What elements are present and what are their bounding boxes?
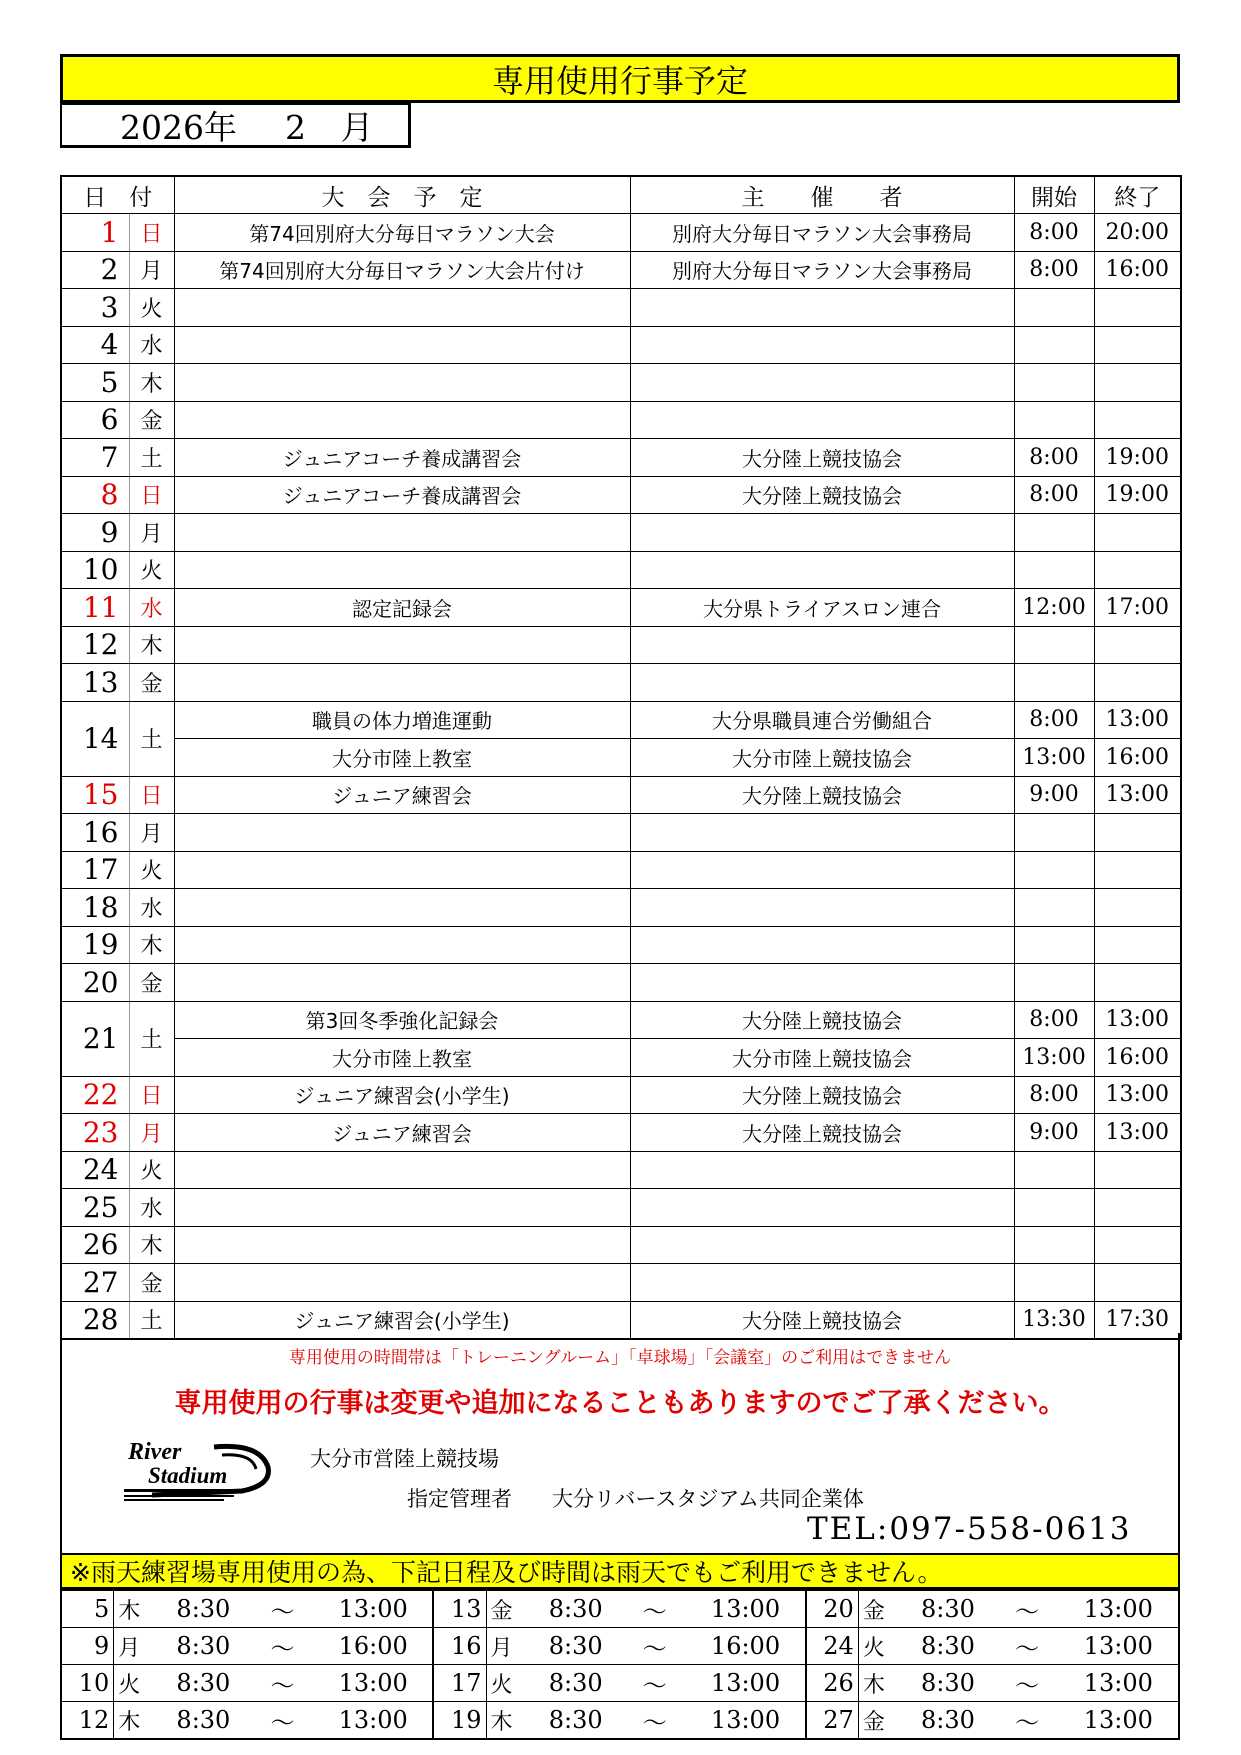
weekday: 日 (129, 776, 174, 814)
rain-schedule-body (61, 1590, 1179, 1739)
weekday: 火 (129, 1151, 174, 1189)
rain-row (61, 1590, 1179, 1628)
organizer-name: 大分陸上競技協会 (630, 1114, 1014, 1152)
usage-note: 専用使用の時間帯は「トレーニングルーム」「卓球場」「会議室」のご利用はできません (288, 1348, 952, 1368)
rain-tilde: ～ (623, 1665, 686, 1702)
start-time: 12:00 (1014, 589, 1094, 627)
end-time: 13:00 (1094, 1001, 1181, 1039)
start-time: 8:00 (1014, 1001, 1094, 1039)
day-number: 18 (61, 889, 129, 927)
end-time (1094, 664, 1181, 702)
day-number: 27 (61, 1264, 129, 1302)
end-time: 19:00 (1094, 439, 1181, 477)
organizer-name (630, 889, 1014, 927)
start-time (1014, 851, 1094, 889)
schedule-row (61, 1189, 1181, 1227)
schedule-row (61, 1226, 1181, 1264)
organizer-name (630, 289, 1014, 327)
day-number: 9 (61, 514, 129, 552)
end-time (1094, 289, 1181, 327)
rain-start: 8:30 (156, 1665, 251, 1702)
day-number: 10 (61, 551, 129, 589)
start-time (1014, 326, 1094, 364)
schedule-row (61, 589, 1181, 627)
logo-word-river: River (128, 1439, 182, 1465)
event-name: 大分市陸上教室 (174, 739, 630, 777)
start-time: 13:00 (1014, 739, 1094, 777)
weekday: 金 (129, 401, 174, 439)
end-time: 17:30 (1094, 1301, 1181, 1339)
rain-end: 13:00 (1059, 1590, 1179, 1628)
event-name (174, 1264, 630, 1302)
day-number: 3 (61, 289, 129, 327)
event-name: 職員の体力増進運動 (174, 701, 630, 739)
schedule-body (61, 214, 1181, 1340)
rain-tilde: ～ (995, 1702, 1058, 1740)
day-number: 4 (61, 326, 129, 364)
header-date: 日 付 (61, 176, 174, 214)
organizer-name (630, 326, 1014, 364)
end-time: 17:00 (1094, 589, 1181, 627)
rain-start: 8:30 (156, 1702, 251, 1740)
end-time (1094, 551, 1181, 589)
day-number: 26 (61, 1226, 129, 1264)
weekday: 土 (129, 701, 174, 776)
weekday: 土 (129, 1001, 174, 1076)
year-text: 2026年 (120, 107, 237, 147)
schedule-row (61, 289, 1181, 327)
event-name: ジュニア練習会 (174, 776, 630, 814)
organizer-name (630, 401, 1014, 439)
day-number: 25 (61, 1189, 129, 1227)
event-name (174, 851, 630, 889)
header-start: 開始 (1014, 176, 1094, 214)
organizer-name: 大分陸上競技協会 (630, 1301, 1014, 1339)
rain-end: 13:00 (314, 1590, 433, 1628)
organizer-name (630, 1189, 1014, 1227)
start-time: 8:00 (1014, 476, 1094, 514)
rain-end: 13:00 (314, 1665, 433, 1702)
schedule-row (61, 814, 1181, 852)
event-name (174, 626, 630, 664)
weekday: 木 (129, 1226, 174, 1264)
event-name: ジュニアコーチ養成講習会 (174, 476, 630, 514)
event-name (174, 664, 630, 702)
event-name (174, 926, 630, 964)
schedule-row (61, 1114, 1181, 1152)
end-time: 19:00 (1094, 476, 1181, 514)
weekday: 木 (129, 626, 174, 664)
rain-day: 13 (433, 1590, 486, 1628)
start-time (1014, 1264, 1094, 1302)
start-time: 13:30 (1014, 1301, 1094, 1339)
event-name: ジュニア練習会(小学生) (174, 1301, 630, 1339)
end-time (1094, 851, 1181, 889)
rain-row (61, 1665, 1179, 1702)
weekday: 金 (129, 664, 174, 702)
organizer-name (630, 1264, 1014, 1302)
start-time (1014, 551, 1094, 589)
end-time (1094, 926, 1181, 964)
start-time: 9:00 (1014, 776, 1094, 814)
rain-tilde: ～ (251, 1665, 314, 1702)
event-name (174, 364, 630, 402)
organizer-name: 大分市陸上競技協会 (630, 1039, 1014, 1077)
schedule-row (61, 701, 1181, 739)
day-number: 20 (61, 964, 129, 1002)
start-time: 8:00 (1014, 701, 1094, 739)
rain-day: 5 (61, 1590, 114, 1628)
end-time: 16:00 (1094, 1039, 1181, 1077)
organizer-name: 大分陸上競技協会 (630, 476, 1014, 514)
weekday: 土 (129, 1301, 174, 1339)
weekday: 日 (129, 476, 174, 514)
rain-tilde: ～ (995, 1590, 1058, 1628)
rain-day: 27 (806, 1702, 859, 1740)
organizer-name: 大分市陸上競技協会 (630, 739, 1014, 777)
end-time (1094, 889, 1181, 927)
start-time (1014, 626, 1094, 664)
weekday: 水 (129, 889, 174, 927)
organizer-name: 大分陸上競技協会 (630, 776, 1014, 814)
event-name (174, 814, 630, 852)
day-number: 11 (61, 589, 129, 627)
rain-row (61, 1702, 1179, 1740)
rain-weekday: 月 (114, 1628, 156, 1665)
start-time: 8:00 (1014, 1076, 1094, 1114)
rain-weekday: 木 (486, 1702, 528, 1740)
logo-word-stadium: Stadium (148, 1463, 228, 1488)
schedule-row (61, 889, 1181, 927)
end-time (1094, 1264, 1181, 1302)
schedule-row (61, 364, 1181, 402)
rain-day: 19 (433, 1702, 486, 1740)
schedule-row (61, 1151, 1181, 1189)
rain-tilde: ～ (995, 1628, 1058, 1665)
footer-notes (60, 1333, 1180, 1553)
start-time (1014, 814, 1094, 852)
event-name: ジュニア練習会(小学生) (174, 1076, 630, 1114)
schedule-row (61, 1001, 1181, 1039)
end-time (1094, 326, 1181, 364)
rain-end: 13:00 (1059, 1628, 1179, 1665)
day-number: 5 (61, 364, 129, 402)
rain-end: 13:00 (1059, 1702, 1179, 1740)
day-number: 13 (61, 664, 129, 702)
rain-start: 8:30 (528, 1628, 623, 1665)
river-stadium-logo (122, 1433, 272, 1503)
rain-tilde: ～ (251, 1590, 314, 1628)
event-name (174, 401, 630, 439)
rain-weekday: 火 (858, 1628, 900, 1665)
start-time (1014, 514, 1094, 552)
event-name: 第74回別府大分毎日マラソン大会片付け (174, 251, 630, 289)
rain-tilde: ～ (623, 1590, 686, 1628)
day-number: 12 (61, 626, 129, 664)
start-time (1014, 1189, 1094, 1227)
day-number: 7 (61, 439, 129, 477)
rain-start: 8:30 (528, 1665, 623, 1702)
day-number: 23 (61, 1114, 129, 1152)
start-time (1014, 889, 1094, 927)
start-time (1014, 364, 1094, 402)
end-time (1094, 364, 1181, 402)
weekday: 月 (129, 251, 174, 289)
schedule-row (61, 851, 1181, 889)
rain-start: 8:30 (901, 1628, 996, 1665)
event-name (174, 514, 630, 552)
stadium-name: 大分市営陸上競技場 (310, 1447, 499, 1471)
rain-day: 10 (61, 1665, 114, 1702)
rain-row (61, 1628, 1179, 1665)
end-time (1094, 814, 1181, 852)
header-end: 終了 (1094, 176, 1181, 214)
organizer-name: 大分県トライアスロン連合 (630, 589, 1014, 627)
end-time: 16:00 (1094, 739, 1181, 777)
end-time: 16:00 (1094, 251, 1181, 289)
start-time (1014, 1151, 1094, 1189)
end-time (1094, 964, 1181, 1002)
rain-notice-header: ※雨天練習場専用使用の為、下記日程及び時間は雨天でもご利用できません。 (60, 1553, 1180, 1589)
rain-day: 17 (433, 1665, 486, 1702)
rain-weekday: 金 (858, 1590, 900, 1628)
rain-day: 12 (61, 1702, 114, 1740)
organizer-name (630, 964, 1014, 1002)
rain-weekday: 月 (486, 1628, 528, 1665)
organizer-name (630, 364, 1014, 402)
day-number: 19 (61, 926, 129, 964)
start-time: 13:00 (1014, 1039, 1094, 1077)
weekday: 水 (129, 589, 174, 627)
event-name: ジュニア練習会 (174, 1114, 630, 1152)
schedule-header-row (61, 176, 1181, 214)
day-number: 17 (61, 851, 129, 889)
organizer-name: 大分県職員連合労働組合 (630, 701, 1014, 739)
event-name: 大分市陸上教室 (174, 1039, 630, 1077)
schedule-row (61, 926, 1181, 964)
end-time: 13:00 (1094, 1076, 1181, 1114)
start-time (1014, 1226, 1094, 1264)
weekday: 日 (129, 1076, 174, 1114)
event-name: ジュニアコーチ養成講習会 (174, 439, 630, 477)
rain-weekday: 火 (486, 1665, 528, 1702)
change-notice: 専用使用の行事は変更や追加になることもありますのでご了承ください。 (174, 1388, 1066, 1419)
weekday: 水 (129, 326, 174, 364)
day-number: 14 (61, 701, 129, 776)
rain-day: 16 (433, 1628, 486, 1665)
weekday: 火 (129, 289, 174, 327)
end-time: 20:00 (1094, 214, 1181, 252)
schedule-row (61, 514, 1181, 552)
weekday: 土 (129, 439, 174, 477)
weekday: 日 (129, 214, 174, 252)
rain-weekday: 木 (114, 1590, 156, 1628)
company-name: 大分リバースタジアム共同企業体 (552, 1487, 864, 1511)
schedule-row (61, 1264, 1181, 1302)
rain-start: 8:30 (156, 1628, 251, 1665)
weekday: 火 (129, 551, 174, 589)
event-name (174, 964, 630, 1002)
rain-schedule-table (60, 1589, 1180, 1740)
organizer-name: 大分陸上競技協会 (630, 1001, 1014, 1039)
start-time (1014, 664, 1094, 702)
event-name (174, 326, 630, 364)
day-number: 6 (61, 401, 129, 439)
rain-tilde: ～ (251, 1628, 314, 1665)
event-name: 第3回冬季強化記録会 (174, 1001, 630, 1039)
day-number: 1 (61, 214, 129, 252)
rain-tilde: ～ (251, 1702, 314, 1740)
start-time (1014, 964, 1094, 1002)
rain-end: 16:00 (314, 1628, 433, 1665)
organizer-name (630, 551, 1014, 589)
manager-label: 指定管理者 (407, 1487, 512, 1511)
day-number: 22 (61, 1076, 129, 1114)
rain-start: 8:30 (528, 1590, 623, 1628)
day-number: 8 (61, 476, 129, 514)
event-name (174, 1151, 630, 1189)
event-name (174, 889, 630, 927)
day-number: 28 (61, 1301, 129, 1339)
rain-end: 13:00 (686, 1702, 805, 1740)
schedule-row (61, 1076, 1181, 1114)
rain-start: 8:30 (901, 1590, 996, 1628)
event-name: 認定記録会 (174, 589, 630, 627)
page-title: 専用使用行事予定 (60, 54, 1180, 103)
organizer-name (630, 664, 1014, 702)
rain-end: 13:00 (686, 1665, 805, 1702)
rain-start: 8:30 (901, 1702, 996, 1740)
day-number: 21 (61, 1001, 129, 1076)
rain-tilde: ～ (623, 1628, 686, 1665)
weekday: 金 (129, 1264, 174, 1302)
month-label (60, 103, 411, 148)
organizer-name (630, 926, 1014, 964)
weekday: 木 (129, 926, 174, 964)
phone-number: TEL:097-558-0613 (807, 1511, 1132, 1547)
organizer-name (630, 1151, 1014, 1189)
rain-tilde: ～ (995, 1665, 1058, 1702)
organizer-name (630, 851, 1014, 889)
schedule-row (61, 401, 1181, 439)
organizer-name: 別府大分毎日マラソン大会事務局 (630, 214, 1014, 252)
rain-day: 24 (806, 1628, 859, 1665)
rain-weekday: 木 (858, 1665, 900, 1702)
header-organizer: 主 催 者 (630, 176, 1014, 214)
start-time (1014, 401, 1094, 439)
rain-end: 16:00 (686, 1628, 805, 1665)
day-number: 16 (61, 814, 129, 852)
schedule-row (61, 551, 1181, 589)
day-number: 24 (61, 1151, 129, 1189)
schedule-row (61, 739, 1181, 777)
event-name (174, 1189, 630, 1227)
rain-start: 8:30 (528, 1702, 623, 1740)
rain-start: 8:30 (156, 1590, 251, 1628)
end-time (1094, 401, 1181, 439)
schedule-row (61, 214, 1181, 252)
rain-weekday: 火 (114, 1665, 156, 1702)
header-event: 大 会 予 定 (174, 176, 630, 214)
schedule-table (60, 175, 1182, 1340)
organizer-name (630, 514, 1014, 552)
event-name (174, 289, 630, 327)
rain-end: 13:00 (686, 1590, 805, 1628)
schedule-row (61, 626, 1181, 664)
weekday: 金 (129, 964, 174, 1002)
schedule-row (61, 476, 1181, 514)
end-time: 13:00 (1094, 701, 1181, 739)
start-time: 9:00 (1014, 1114, 1094, 1152)
end-time: 13:00 (1094, 1114, 1181, 1152)
schedule-row (61, 964, 1181, 1002)
event-name (174, 551, 630, 589)
weekday: 月 (129, 514, 174, 552)
weekday: 火 (129, 851, 174, 889)
end-time: 13:00 (1094, 776, 1181, 814)
event-name: 第74回別府大分毎日マラソン大会 (174, 214, 630, 252)
start-time: 8:00 (1014, 251, 1094, 289)
weekday: 水 (129, 1189, 174, 1227)
rain-end: 13:00 (1059, 1665, 1179, 1702)
rain-tilde: ～ (623, 1702, 686, 1740)
rain-weekday: 木 (114, 1702, 156, 1740)
rain-day: 26 (806, 1665, 859, 1702)
rain-start: 8:30 (901, 1665, 996, 1702)
rain-day: 9 (61, 1628, 114, 1665)
rain-day: 20 (806, 1590, 859, 1628)
schedule-row (61, 251, 1181, 289)
organizer-name: 別府大分毎日マラソン大会事務局 (630, 251, 1014, 289)
start-time: 8:00 (1014, 439, 1094, 477)
event-name (174, 1226, 630, 1264)
end-time (1094, 626, 1181, 664)
schedule-row (61, 664, 1181, 702)
organizer-name: 大分陸上競技協会 (630, 439, 1014, 477)
organizer-name: 大分陸上競技協会 (630, 1076, 1014, 1114)
start-time (1014, 926, 1094, 964)
schedule-row (61, 326, 1181, 364)
rain-weekday: 金 (486, 1590, 528, 1628)
end-time (1094, 1226, 1181, 1264)
end-time (1094, 1151, 1181, 1189)
end-time (1094, 1189, 1181, 1227)
schedule-row (61, 439, 1181, 477)
organizer-name (630, 1226, 1014, 1264)
rain-end: 13:00 (314, 1702, 433, 1740)
end-time (1094, 514, 1181, 552)
schedule-row (61, 1039, 1181, 1077)
organizer-name (630, 814, 1014, 852)
weekday: 月 (129, 814, 174, 852)
start-time: 8:00 (1014, 214, 1094, 252)
weekday: 月 (129, 1114, 174, 1152)
start-time (1014, 289, 1094, 327)
schedule-row (61, 776, 1181, 814)
month-text: 2 月 (284, 107, 386, 147)
rain-weekday: 金 (858, 1702, 900, 1740)
day-number: 2 (61, 251, 129, 289)
organizer-name (630, 626, 1014, 664)
weekday: 木 (129, 364, 174, 402)
day-number: 15 (61, 776, 129, 814)
